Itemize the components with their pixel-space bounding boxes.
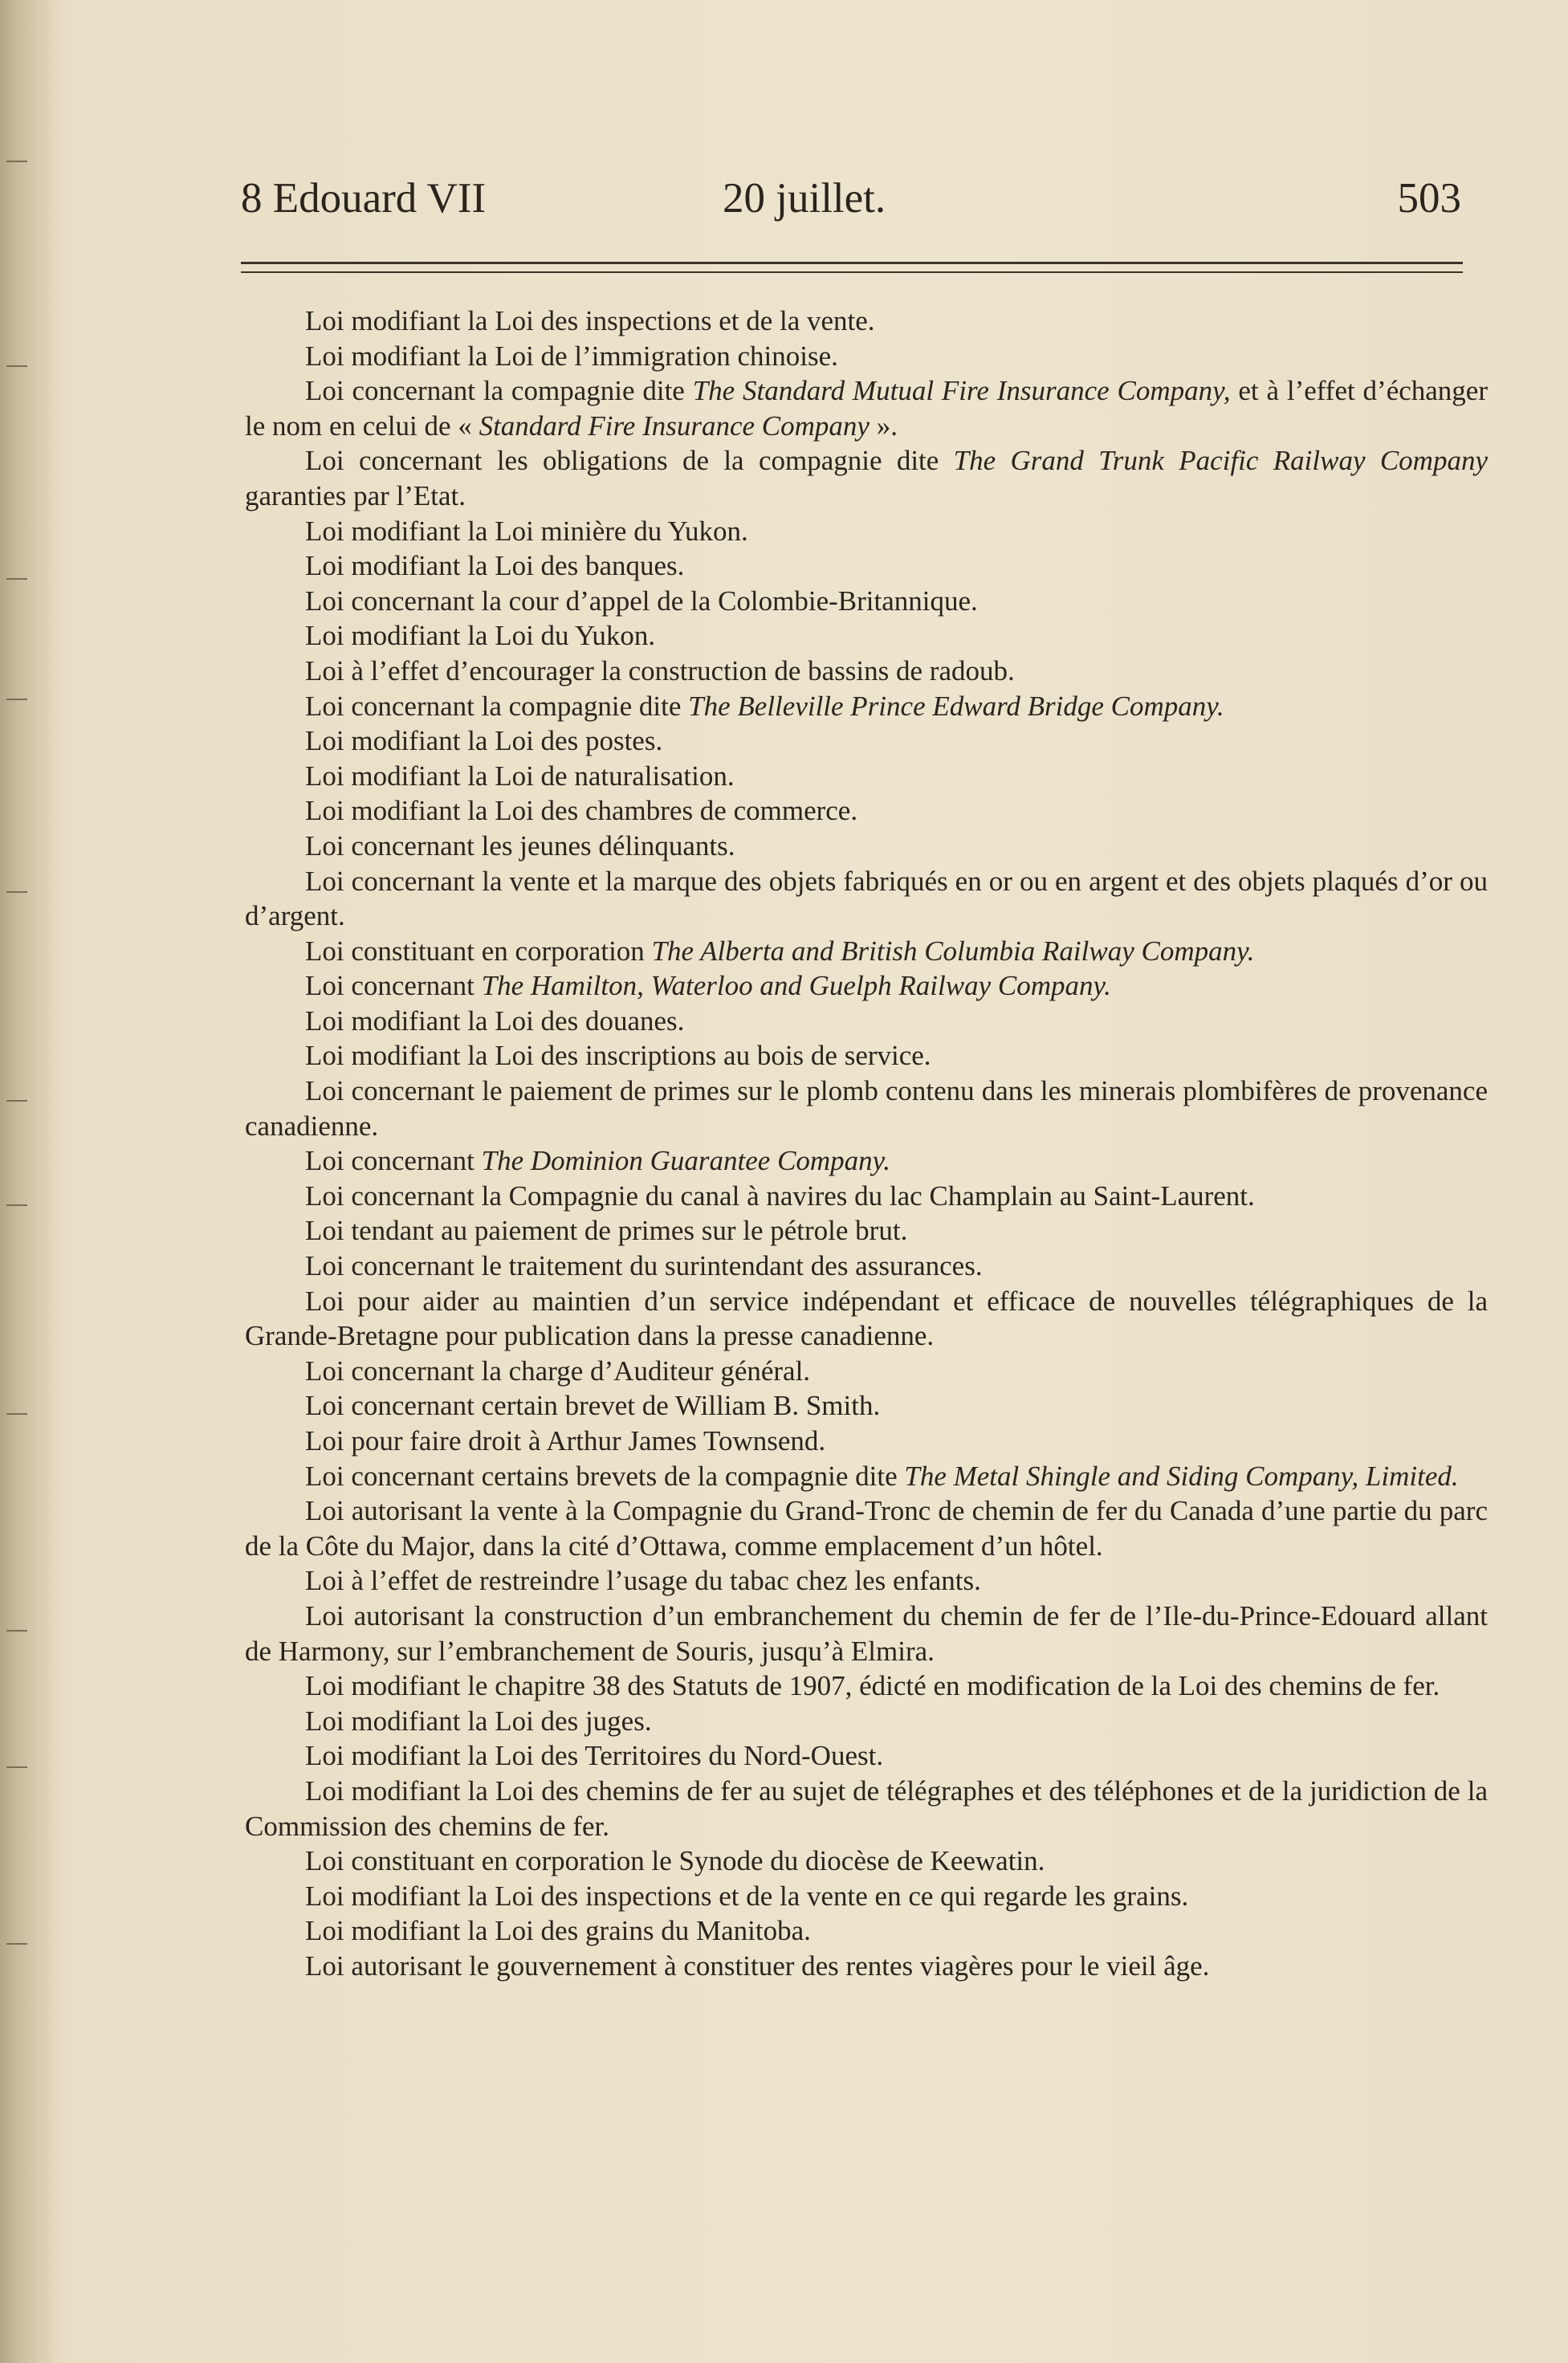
binding-thread-mark xyxy=(6,1943,27,1945)
binding-edge xyxy=(0,0,56,2363)
act-text: Loi concernant la cour d’appel de la Colombie-Britannique. xyxy=(305,585,978,617)
act-text: Loi à l’effet de restreindre l’usage du tabac chez les enfants. xyxy=(305,1565,981,1597)
act-entry xyxy=(245,1074,1488,1143)
act-text: Loi à l’effet d’encourager la construction de bassins de radoub. xyxy=(305,654,1015,686)
act-text: Loi concernant la charge d’Auditeur général. xyxy=(305,1355,811,1387)
act-text: Loi concernant la vente et la marque des objets fabriqués en or ou en argent et des objets plaqués d’or ou d’argent. xyxy=(245,865,1488,932)
binding-thread-mark xyxy=(6,1766,27,1768)
act-text: Loi pour aider au maintien d’un service indépendant et efficace de nouvelles télégraphiques de la Grande-Bretagne pour publication dans la presse canadienne. xyxy=(245,1285,1488,1352)
act-text: Loi constituant en corporation xyxy=(305,935,652,967)
company-name-italic: The Dominion Guarantee Company. xyxy=(481,1145,891,1177)
binding-thread-mark xyxy=(6,1100,27,1102)
binding-thread-mark xyxy=(6,1413,27,1415)
act-entry xyxy=(245,304,1488,339)
act-list xyxy=(245,304,1488,1984)
act-entry xyxy=(245,1738,1488,1774)
act-entry xyxy=(245,1913,1488,1949)
act-entry xyxy=(245,1949,1488,1984)
act-entry xyxy=(245,1563,1488,1599)
act-text: ». xyxy=(869,409,898,442)
act-entry xyxy=(245,1668,1488,1704)
act-entry xyxy=(245,654,1488,689)
act-text: Loi tendant au paiement de primes sur le pétrole brut. xyxy=(305,1215,908,1247)
act-text: Loi modifiant la Loi minière du Yukon. xyxy=(305,515,748,547)
binding-thread-mark xyxy=(6,161,27,162)
act-text: Loi modifiant la Loi des inscriptions au bois de service. xyxy=(305,1040,931,1072)
act-text: Loi modifiant la Loi du Yukon. xyxy=(305,620,656,652)
act-text: Loi autorisant la vente à la Compagnie du Grand-Tronc de chemin de fer du Canada d’une partie du parc de la Côte du Major, dans la cité d’Ottawa, comme emplacement d’un hôtel. xyxy=(245,1495,1488,1562)
act-text: Loi autorisant le gouvernement à constituer des rentes viagères pour le vieil âge. xyxy=(305,1949,1210,1982)
act-text: Loi modifiant la Loi des inspections et de la vente en ce qui regarde les grains. xyxy=(305,1880,1189,1912)
act-text: Loi modifiant la Loi des chemins de fer au sujet de télégraphes et des téléphones et de la juridiction de la Commission des chemins de fer. xyxy=(245,1774,1488,1842)
act-entry xyxy=(245,1493,1488,1563)
act-text: Loi modifiant la Loi des douanes. xyxy=(305,1004,685,1037)
company-name-italic: The Hamilton, Waterloo and Guelph Railway Company. xyxy=(481,970,1111,1002)
act-text: Loi concernant les jeunes délinquants. xyxy=(305,829,735,862)
act-text: Loi concernant les obligations de la compagnie dite xyxy=(305,445,954,477)
act-entry xyxy=(245,689,1488,724)
act-entry xyxy=(245,1424,1488,1459)
company-name-italic: The Belleville Prince Edward Bridge Company. xyxy=(688,690,1224,722)
act-entry xyxy=(245,1459,1488,1494)
act-text: Loi concernant xyxy=(305,1145,482,1177)
act-text: Loi pour faire droit à Arthur James Townsend. xyxy=(305,1425,826,1457)
binding-thread-mark xyxy=(6,699,27,700)
act-text: Loi modifiant la Loi des juges. xyxy=(305,1705,652,1737)
act-text: Loi concernant la Compagnie du canal à navires du lac Champlain au Saint-Laurent. xyxy=(305,1179,1255,1212)
act-entry xyxy=(245,723,1488,759)
act-text: Loi modifiant la Loi des grains du Manitoba. xyxy=(305,1915,811,1947)
act-text: Loi modifiant la Loi des banques. xyxy=(305,550,685,582)
act-entry xyxy=(245,1388,1488,1424)
act-entry xyxy=(245,339,1488,374)
company-name-italic: The Standard Mutual Fire Insurance Company, xyxy=(692,375,1231,407)
page-number: 503 xyxy=(1397,175,1461,222)
act-text: Loi modifiant la Loi de naturalisation. xyxy=(305,760,735,792)
act-entry xyxy=(245,864,1488,934)
act-entry xyxy=(245,1774,1488,1844)
act-text: Loi modifiant la Loi des Territoires du Nord-Ouest. xyxy=(305,1740,884,1772)
company-name-italic: Standard Fire Insurance Company xyxy=(479,409,870,442)
act-text: garanties par l’Etat. xyxy=(245,479,466,511)
act-entry xyxy=(245,1284,1488,1354)
act-entry xyxy=(245,934,1488,969)
act-entry xyxy=(245,548,1488,584)
act-text: Loi modifiant la Loi des postes. xyxy=(305,725,663,757)
header-date: 20 juillet. xyxy=(723,175,886,222)
act-entry xyxy=(245,373,1488,443)
act-text: Loi concernant xyxy=(305,970,482,1002)
act-entry xyxy=(245,1844,1488,1879)
company-name-italic: The Alberta and British Columbia Railway Company. xyxy=(651,935,1255,967)
act-text: Loi concernant le traitement du surintendant des assurances. xyxy=(305,1250,983,1282)
act-entry xyxy=(245,1179,1488,1214)
act-text: Loi concernant la compagnie dite xyxy=(305,690,689,722)
act-text: et à l’effet d’échanger le nom en celui de « xyxy=(245,375,1488,442)
act-entry xyxy=(245,514,1488,549)
act-entry xyxy=(245,1879,1488,1914)
act-entry xyxy=(245,1249,1488,1284)
act-entry xyxy=(245,968,1488,1004)
act-text: Loi modifiant la Loi des chambres de commerce. xyxy=(305,795,858,827)
act-entry xyxy=(245,829,1488,864)
act-entry xyxy=(245,1354,1488,1389)
act-text: Loi concernant la compagnie dite xyxy=(305,375,693,407)
act-text: Loi modifiant la Loi des inspections et de la vente. xyxy=(305,305,875,336)
act-entry xyxy=(245,793,1488,829)
act-text: Loi modifiant la Loi de l’immigration chinoise. xyxy=(305,340,838,372)
act-text: Loi modifiant le chapitre 38 des Statuts de 1907, édicté en modification de la Loi des chemins de fer. xyxy=(305,1670,1440,1702)
act-entry xyxy=(245,1038,1488,1074)
company-name-italic: The Metal Shingle and Siding Company, Limited. xyxy=(904,1460,1459,1492)
binding-thread-mark xyxy=(6,578,27,580)
act-entry xyxy=(245,1004,1488,1039)
binding-thread-mark xyxy=(6,1630,27,1632)
running-header xyxy=(241,170,1461,226)
act-text: Loi constituant en corporation le Synode du diocèse de Keewatin. xyxy=(305,1845,1045,1877)
act-entry xyxy=(245,443,1488,513)
act-text: Loi concernant le paiement de primes sur le plomb contenu dans les minerais plombifères de provenance canadienne. xyxy=(245,1075,1488,1142)
act-text: Loi concernant certain brevet de William B. Smith. xyxy=(305,1390,881,1422)
act-entry xyxy=(245,1599,1488,1668)
act-entry xyxy=(245,584,1488,619)
act-entry xyxy=(245,1704,1488,1739)
header-regnal-year: 8 Edouard VII xyxy=(241,175,487,222)
binding-thread-mark xyxy=(6,891,27,893)
act-text: Loi concernant certains brevets de la compagnie dite xyxy=(305,1460,905,1492)
company-name-italic: The Grand Trunk Pacific Railway Company xyxy=(953,445,1488,477)
header-rule-top xyxy=(241,262,1463,264)
act-entry xyxy=(245,1213,1488,1249)
header-rule-bottom xyxy=(241,271,1463,273)
binding-thread-mark xyxy=(6,365,27,367)
act-entry xyxy=(245,1143,1488,1179)
act-entry xyxy=(245,759,1488,794)
act-text: Loi autorisant la construction d’un embranchement du chemin de fer de l’Ile-du-Prince-Edouard allant de Harmony, sur l’embranchement de Souris, jusqu’à Elmira. xyxy=(245,1599,1488,1667)
binding-thread-mark xyxy=(6,1204,27,1206)
act-entry xyxy=(245,618,1488,654)
